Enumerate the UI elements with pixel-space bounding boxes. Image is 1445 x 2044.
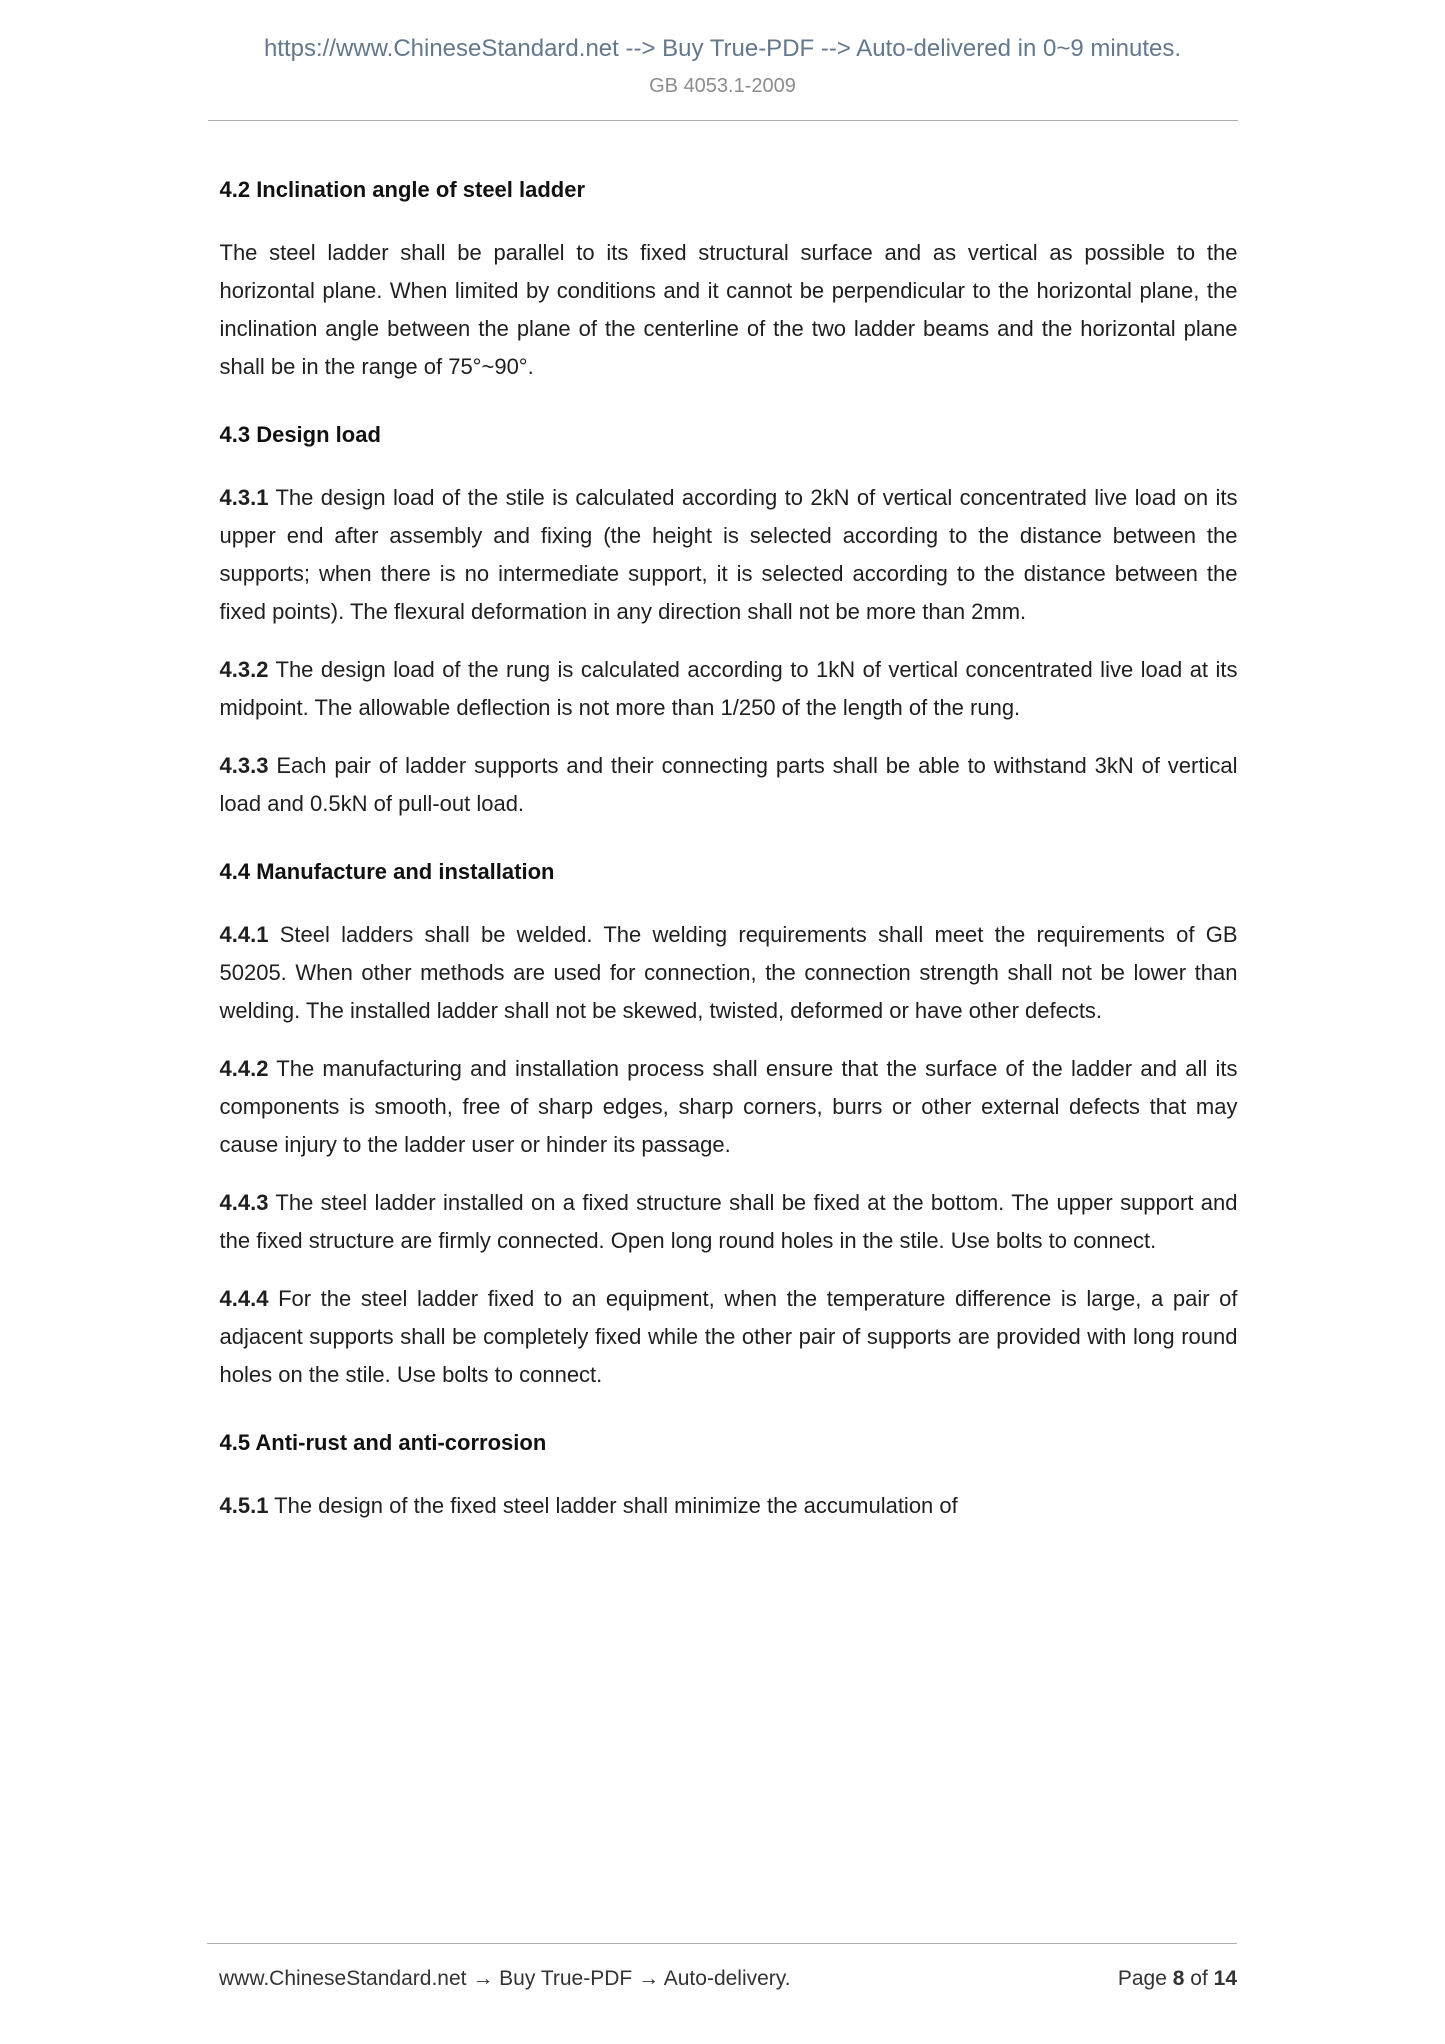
- footer-divider: [207, 1943, 1237, 1944]
- clause-text: The design load of the stile is calculated according to 2kN of vertical concentrated live load on its upper end after assembly and fixing (the height is selected according to the distance between the supports; when there is no intermediate support, it is selected according to the distance between the fixed points). The flexural deformation in any direction shall not be more than 2mm.: [219, 485, 1238, 624]
- paragraph-4-2: [220, 234, 1238, 386]
- clause-number: 4.4.1: [219, 922, 269, 947]
- clause-number: 4.4.3: [219, 1190, 269, 1215]
- footer-site-link[interactable]: www.ChineseStandard.net: [219, 1967, 467, 1990]
- page-label: Page: [1117, 1967, 1167, 1990]
- page-footer: [207, 1943, 1237, 1992]
- page-indicator: [1118, 1966, 1237, 1992]
- footer-row: [207, 1966, 1237, 1992]
- standard-number: GB 4053.1-2009: [649, 75, 796, 97]
- footer-arrow-icon: →: [472, 1967, 494, 1990]
- clause-text: Steel ladders shall be welded. The welding requirements shall meet the requirements of GB 50205. When other methods are used for connection, the connection strength shall not be lower than welding. The installed ladder shall not be skewed, twisted, deformed or have other defects.: [219, 922, 1238, 1023]
- clause-text: The steel ladder shall be parallel to its fixed structural surface and as vertical as possible to the horizontal plane. When limited by conditions and it cannot be perpendicular to the horizontal plane, the inclination angle between the plane of the centerline of the two ladder beams and the horizontal plane shall be in the range of 75°~90°.: [219, 240, 1238, 379]
- clause-number: 4.5.1: [219, 1493, 269, 1518]
- section-heading-4-3: 4.3 Design load: [219, 422, 381, 447]
- clause-text: The design of the fixed steel ladder shall minimize the accumulation of: [274, 1493, 958, 1518]
- section-heading-4-5: 4.5 Anti-rust and anti-corrosion: [219, 1430, 547, 1455]
- clause-4-5-1: [220, 1487, 1238, 1525]
- clause-number: 4.3.1: [219, 485, 269, 510]
- page-number: 8: [1172, 1967, 1185, 1990]
- clause-4-4-2: [220, 1050, 1238, 1164]
- clause-4-3-1: [220, 479, 1238, 631]
- section-heading-4-4: 4.4 Manufacture and installation: [219, 859, 555, 884]
- footer-delivery-text: Auto-delivery.: [663, 1967, 791, 1990]
- content-column: [208, 0, 1238, 1525]
- section-heading-4-2: 4.2 Inclination angle of steel ladder: [219, 177, 586, 202]
- clause-number: 4.3.3: [219, 753, 269, 778]
- document-body: [208, 171, 1238, 1525]
- clause-4-3-3: [220, 747, 1238, 823]
- clause-text: The manufacturing and installation process shall ensure that the surface of the ladder and all its components is smooth, free of sharp edges, sharp corners, burrs or other external defects that may cause injury to the ladder user or hinder its passage.: [219, 1056, 1238, 1157]
- clause-text: The steel ladder installed on a fixed structure shall be fixed at the bottom. The upper support and the fixed structure are firmly connected. Open long round holes in the stile. Use bolts to connect.: [219, 1190, 1238, 1253]
- clause-text: Each pair of ladder supports and their connecting parts shall be able to withstand 3kN of vertical load and 0.5kN of pull-out load.: [219, 753, 1238, 816]
- page-total: 14: [1213, 1967, 1237, 1990]
- footer-left: [219, 1966, 791, 1992]
- clause-number: 4.3.2: [219, 657, 269, 682]
- footer-buy-text: Buy True-PDF: [499, 1967, 633, 1990]
- header-url-link[interactable]: https://www.ChineseStandard.net --> Buy True-PDF --> Auto-delivered in 0~9 minutes.: [263, 35, 1182, 62]
- clause-4-3-2: [220, 651, 1238, 727]
- clause-4-4-3: [220, 1184, 1238, 1260]
- clause-number: 4.4.4: [219, 1286, 269, 1311]
- clause-number: 4.4.2: [219, 1056, 269, 1081]
- clause-4-4-1: [220, 916, 1238, 1030]
- clause-text: For the steel ladder fixed to an equipment, when the temperature difference is large, a pair of adjacent supports shall be completely fixed while the other pair of supports are provided with long round holes on the stile. Use bolts to connect.: [219, 1286, 1238, 1387]
- clause-4-4-4: [220, 1280, 1238, 1394]
- footer-arrow-icon: →: [638, 1967, 660, 1990]
- clause-text: The design load of the rung is calculated according to 1kN of vertical concentrated live load at its midpoint. The allowable deflection is not more than 1/250 of the length of the rung.: [219, 657, 1238, 720]
- of-label: of: [1190, 1967, 1208, 1990]
- header-divider: [208, 120, 1238, 121]
- page-header: [208, 0, 1238, 98]
